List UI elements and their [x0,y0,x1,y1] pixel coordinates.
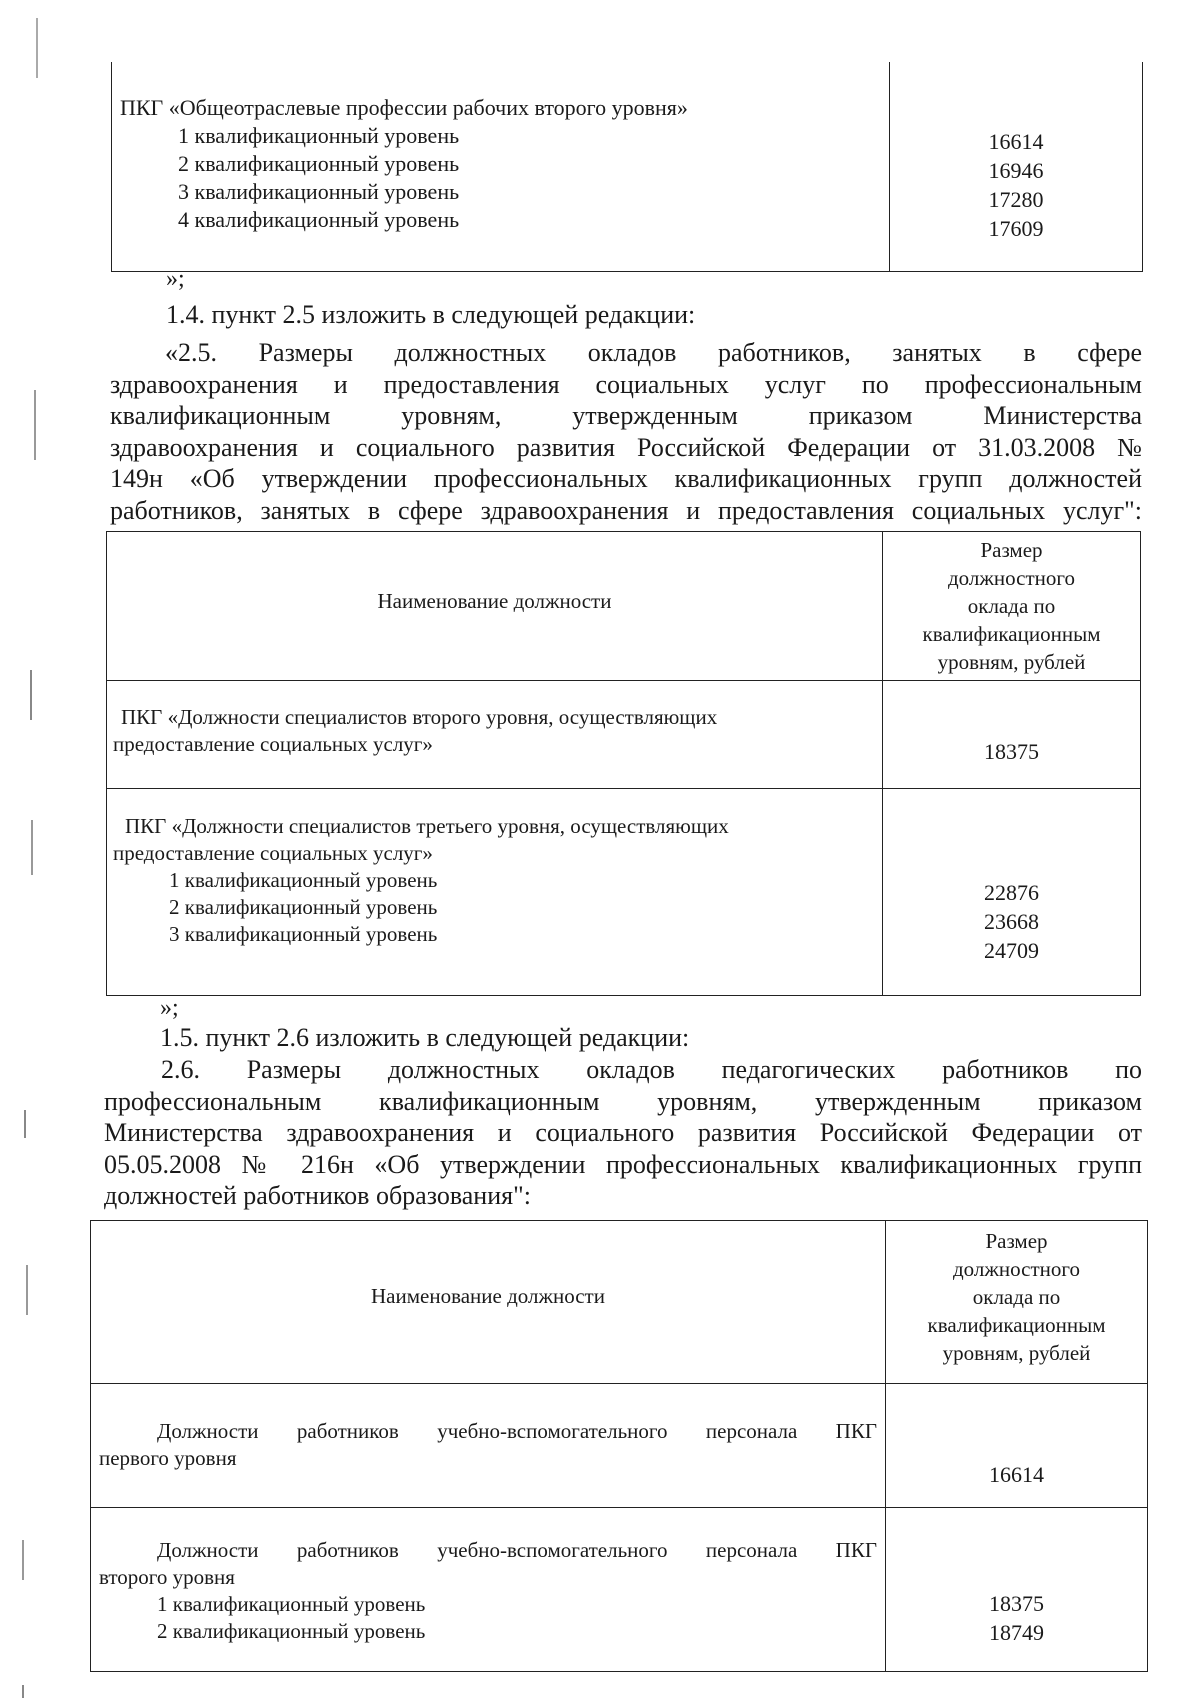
row-title-line: первого уровня [99,1446,237,1470]
column-header-position: Наименование должности [377,589,612,613]
paragraph-2-6 [104,1054,1142,1212]
row-title [99,1537,877,1645]
row-title [113,813,729,948]
salary-value: 18375 [984,739,1039,764]
level-label: 3 квалификационный уровень [169,922,438,946]
salary-value: 24709 [984,938,1039,963]
row-title-line: ПКГ «Должности специалистов второго уровня, осуществляющих [121,705,718,729]
salary-value: 18375 [989,1591,1044,1616]
salary-value: 16614 [989,1462,1044,1487]
salary-values [886,1589,1147,1647]
row-title-line: Должности работников учебно-вспомогательного персонала ПКГ [157,1419,877,1443]
level-label: 2 квалификационный уровень [169,895,438,919]
header-line: Размер [980,538,1043,562]
row-title-line: ПКГ «Должности специалистов третьего уровня, осуществляющих [125,814,729,838]
header-line: уровням, рублей [942,1341,1091,1365]
level-label: 1 квалификационный уровень [157,1592,426,1616]
paragraph-line: 149н «Об утверждении профессиональных квалификационных групп должностей [110,464,1142,493]
paragraph-2-5 [110,337,1142,526]
salary-value: 17280 [988,187,1044,212]
paragraph-line: «2.5. Размеры должностных окладов работников, занятых в сфере [165,338,1142,367]
row-title-line: предоставление социальных услуг» [113,841,433,865]
scan-mark [36,18,38,78]
table-social-services [106,531,1141,996]
table-divider [91,1507,1147,1508]
qualification-levels [178,122,459,234]
paragraph-line: здравоохранения и социального развития Российской Федерации от 31.03.2008 № [110,432,1142,462]
header-line: квалификационным [927,1313,1106,1337]
level-label: 2 квалификационный уровень [157,1619,426,1643]
quote-end: »; [160,995,179,1021]
level-label: 1 квалификационный уровень [169,868,438,892]
paragraph-line: должностей работников образования": [104,1181,531,1210]
level-label: 2 квалификационный уровень [178,151,460,176]
row-title [113,704,717,758]
table-workers-second-level [111,62,1143,272]
header-line: оклада по [967,594,1056,618]
table-divider [91,1383,1147,1384]
level-label: 4 квалификационный уровень [178,207,460,232]
salary-value: 17609 [988,216,1044,241]
row-title-line: предоставление социальных услуг» [113,732,433,756]
column-header-position: Наименование должности [371,1284,605,1308]
header-line: квалификационным [922,622,1101,646]
level-label: 1 квалификационный уровень [178,123,460,148]
table-row-title: ПКГ «Общеотраслевые профессии рабочих второго уровня» [120,95,688,120]
salary-value: 16614 [988,129,1044,154]
table-divider [107,680,1140,681]
scan-mark [31,820,33,875]
level-label: 3 квалификационный уровень [178,179,460,204]
table-divider [107,788,1140,789]
scan-mark [26,1265,28,1315]
table-education [90,1220,1148,1672]
header-line: должностного [953,1257,1080,1281]
scan-mark [34,390,36,460]
header-line: оклада по [972,1285,1061,1309]
salary-values [890,127,1142,243]
salary-value: 23668 [984,909,1039,934]
paragraph-line: Министерства здравоохранения и социального развития Российской Федерации от [104,1118,1142,1147]
paragraph-line: 05.05.2008 № 216н «Об утверждении профессиональных квалификационных групп [104,1149,1142,1179]
salary-value: 18749 [989,1620,1044,1645]
item-1-5: 1.5. пункт 2.6 изложить в следующей редакции: [160,1023,690,1052]
row-title [99,1418,877,1472]
paragraph-line: здравоохранения и предоставления социальных услуг по профессиональным [110,369,1142,399]
paragraph-line: 2.6. Размеры должностных окладов педагогических работников по [161,1055,1142,1084]
item-1-4: 1.4. пункт 2.5 изложить в следующей редакции: [166,300,696,329]
paragraph-line: профессиональным квалификационным уровням, утвержденным приказом [104,1086,1142,1116]
row-title-line: Должности работников учебно-вспомогательного персонала ПКГ [157,1538,877,1562]
header-line: Размер [985,1229,1048,1253]
scan-mark [24,1110,26,1138]
scan-mark [22,1685,24,1698]
scan-mark [30,670,32,720]
scan-mark [22,1540,24,1580]
salary-value: 16946 [988,158,1044,183]
quote-end: »; [166,266,185,292]
row-title-line: второго уровня [99,1565,235,1589]
salary-value: 22876 [984,880,1039,905]
header-line: должностного [948,566,1075,590]
column-header-salary [883,536,1140,676]
paragraph-line: квалификационным уровням, утвержденным приказом Министерства [110,401,1142,430]
header-line: уровням, рублей [937,650,1086,674]
salary-values [883,878,1140,965]
paragraph-line: работников, занятых в сфере здравоохранения и предоставления социальных услуг": [110,495,1142,525]
column-header-salary [886,1227,1147,1367]
